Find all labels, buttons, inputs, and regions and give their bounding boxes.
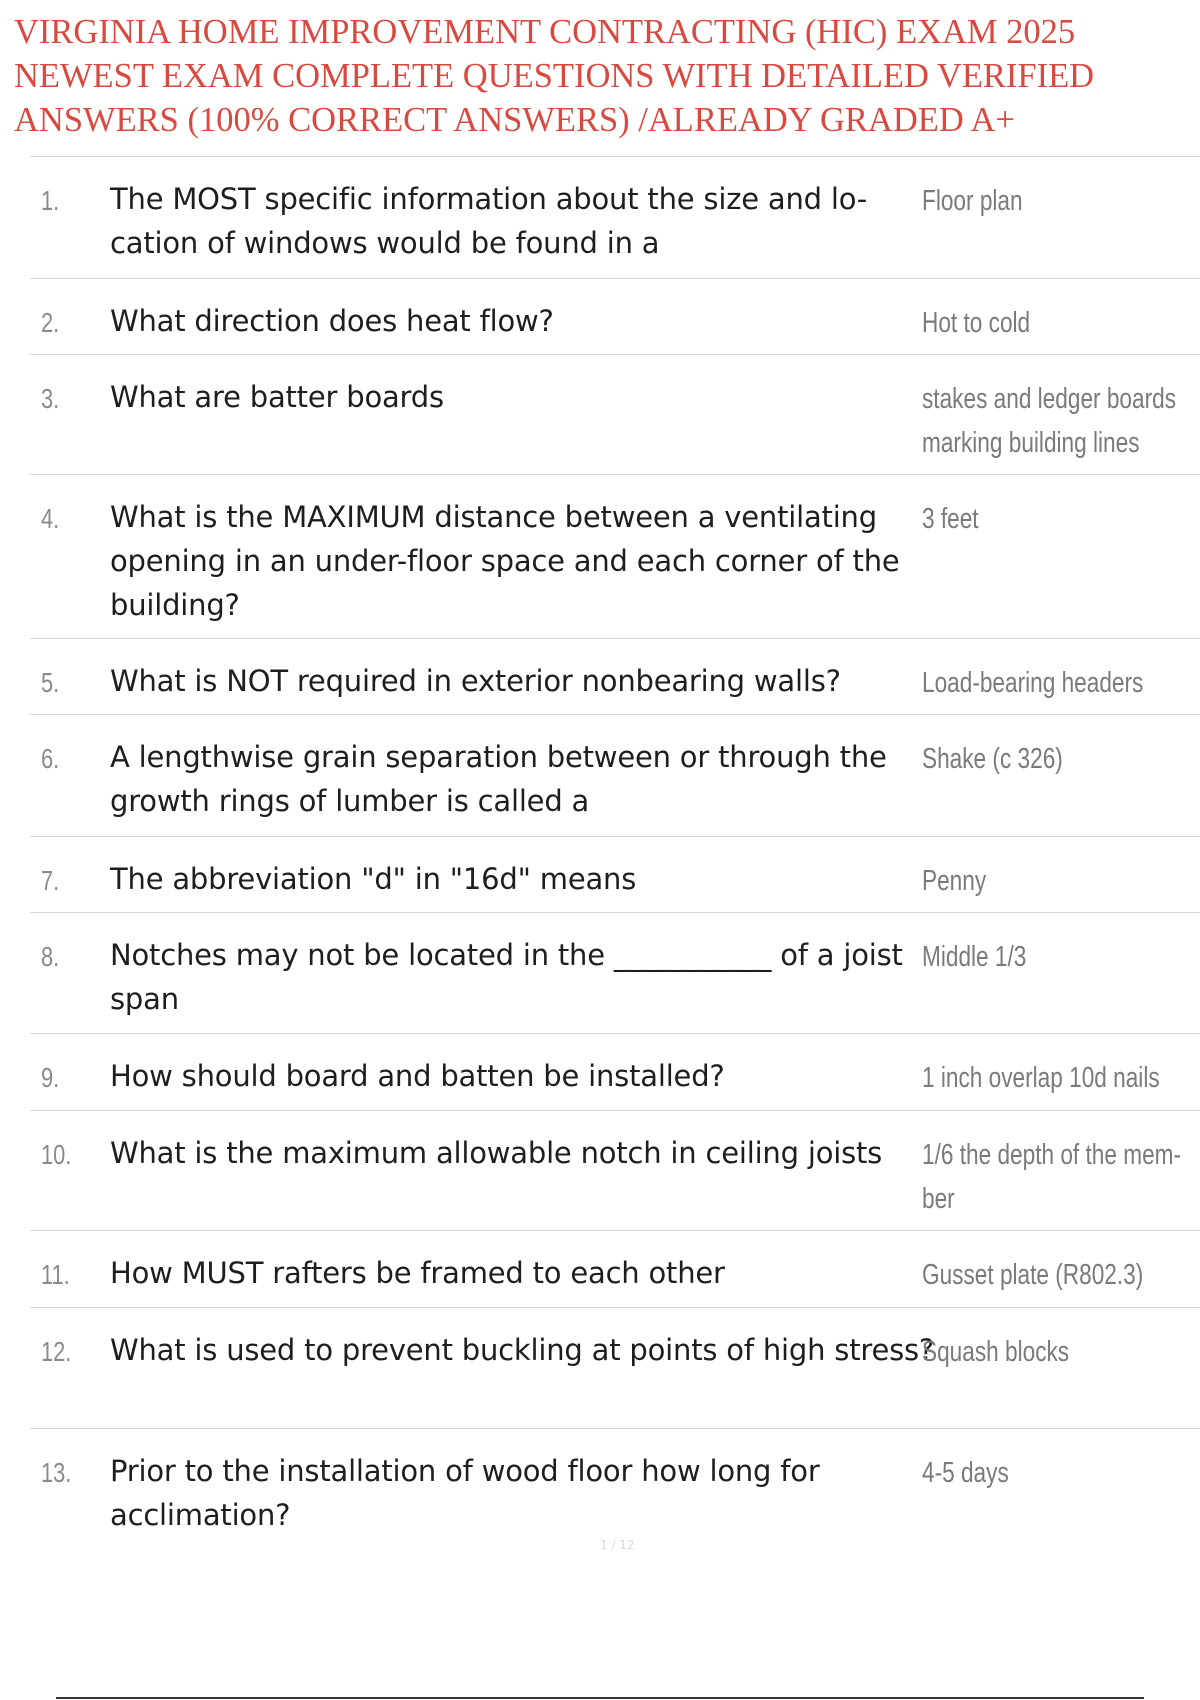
answer-text: 1 inch overlap 10d nails <box>922 1062 1160 1094</box>
answer-text: 4-5 days <box>922 1457 1009 1489</box>
question-text: What direction does heat flow? <box>110 304 554 338</box>
answer-text: Middle 1/3 <box>922 941 1027 973</box>
question-number: 5. <box>41 667 60 698</box>
answer-text: Squash blocks <box>922 1336 1070 1368</box>
question-text: The MOST specific information about the size and lo-cation of windows would be found in a <box>110 182 868 260</box>
answer-text: Load-bearing headers <box>922 667 1144 699</box>
table-row <box>30 837 1200 913</box>
question-answer-table <box>30 156 1200 1549</box>
table-row <box>30 1308 1200 1429</box>
table-row <box>30 1111 1200 1231</box>
question-text: What are batter boards <box>110 380 444 414</box>
question-number: 7. <box>41 865 60 896</box>
answer-text: Hot to cold <box>922 307 1031 339</box>
table-row <box>30 475 1200 639</box>
question-number: 12. <box>41 1336 72 1367</box>
table-row <box>30 715 1200 837</box>
question-number: 11. <box>41 1259 70 1290</box>
table-row <box>30 639 1200 715</box>
table-row <box>30 1429 1200 1549</box>
question-number: 3. <box>41 383 60 414</box>
question-text: What is NOT required in exterior nonbearing walls? <box>110 664 841 698</box>
page-number: 1 / 12 <box>600 1538 635 1552</box>
table-row <box>30 1231 1200 1308</box>
answer-text: Penny <box>922 865 987 897</box>
answer-text: Shake (c 326) <box>922 743 1063 775</box>
table-row <box>30 355 1200 475</box>
question-text: Prior to the installation of wood floor how long for acclimation? <box>110 1454 820 1532</box>
answer-text: 3 feet <box>922 503 979 535</box>
footer-rule <box>56 1697 1144 1699</box>
question-text: What is the maximum allowable notch in ceiling joists <box>110 1136 883 1170</box>
question-text: A lengthwise grain separation between or through the growth rings of lumber is called a <box>110 740 887 818</box>
question-number: 9. <box>41 1062 60 1093</box>
question-text: Notches may not be located in the ___________ of a joist span <box>110 938 903 1016</box>
question-number: 4. <box>41 503 60 534</box>
question-number: 1. <box>41 185 60 216</box>
document-title: VIRGINIA HOME IMPROVEMENT CONTRACTING (HIC) EXAM 2025 NEWEST EXAM COMPLETE QUESTIONS WITH DETAILED VERIFIED ANSWERS (100% CORRECT ANSWERS) /ALREADY GRADED A+ <box>14 13 1095 139</box>
question-number: 2. <box>41 307 60 338</box>
answer-text: stakes and ledger boards marking building lines <box>922 383 1177 459</box>
question-text: What is used to prevent buckling at points of high stress? <box>110 1333 935 1367</box>
question-number: 6. <box>41 743 60 774</box>
table-row <box>30 913 1200 1034</box>
question-number: 13. <box>41 1457 72 1488</box>
question-text: How MUST rafters be framed to each other <box>110 1256 725 1290</box>
question-text: What is the MAXIMUM distance between a ventilating opening in an under-floor space and each corner of the building? <box>110 500 900 622</box>
question-text: The abbreviation "d" in "16d" means <box>110 862 637 896</box>
answer-text: Gusset plate (R802.3) <box>922 1259 1144 1291</box>
table-row <box>30 279 1200 355</box>
table-row <box>30 1034 1200 1111</box>
answer-text: 1/6 the depth of the mem-ber <box>922 1139 1182 1215</box>
table-row <box>30 157 1200 279</box>
question-number: 8. <box>41 941 60 972</box>
question-number: 10. <box>41 1139 72 1170</box>
answer-text: Floor plan <box>922 185 1023 217</box>
question-text: How should board and batten be installed? <box>110 1059 725 1093</box>
